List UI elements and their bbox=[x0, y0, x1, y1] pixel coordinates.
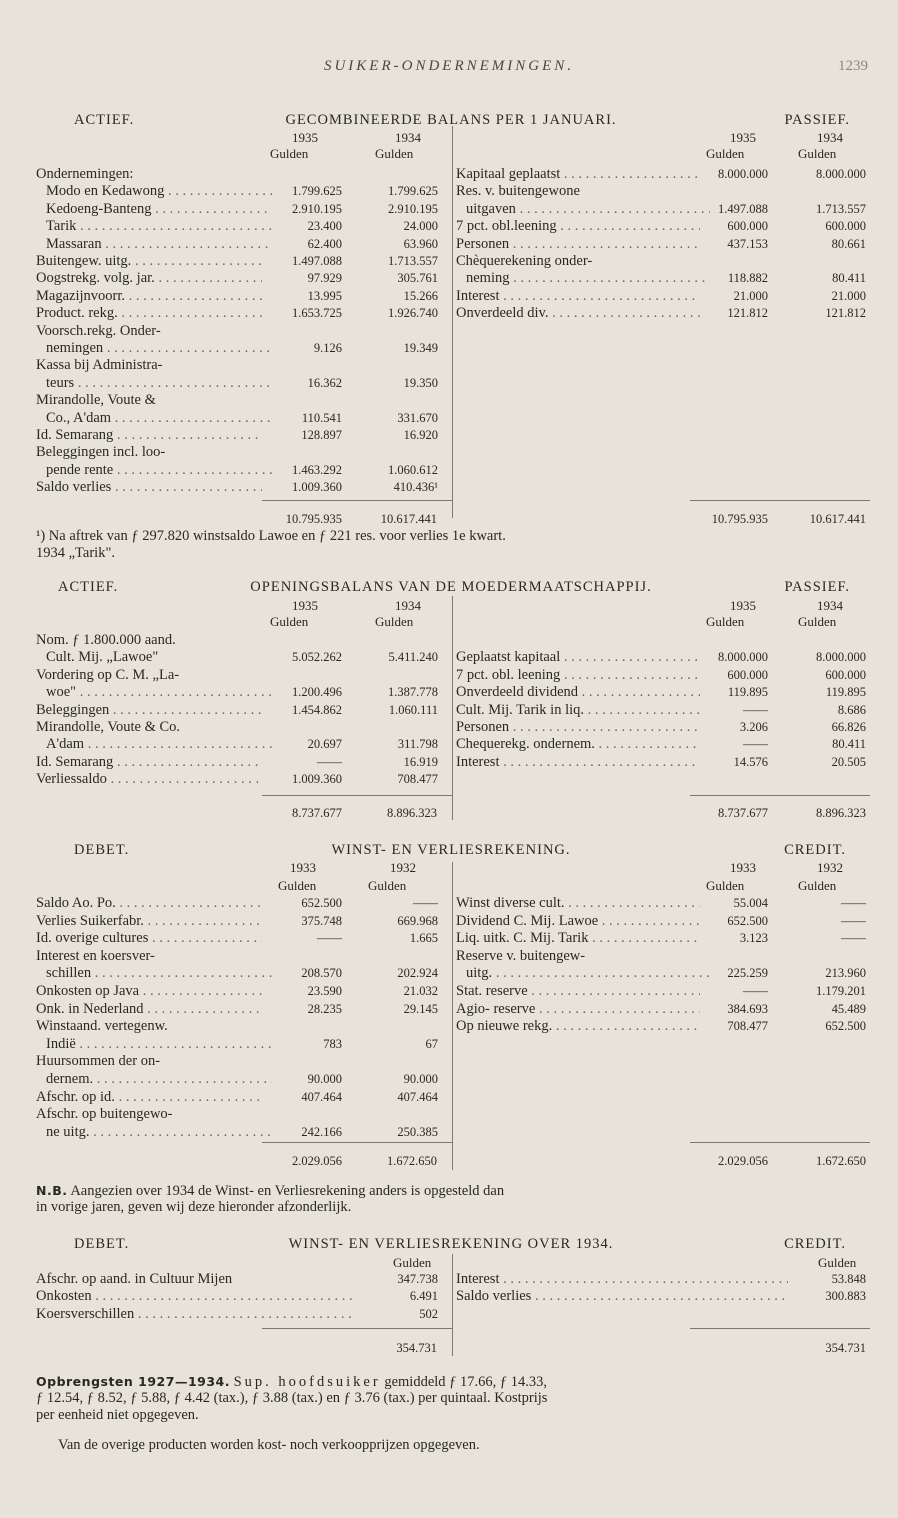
balance1-title-right: PASSIEF. bbox=[784, 112, 850, 128]
balance1-actief-row-label: Kedoeng-Banteng . . . bbox=[36, 200, 272, 218]
balance1-actief-row-value-a: 16.362 bbox=[307, 375, 342, 390]
balance2-unit-b: Gulden bbox=[375, 614, 414, 629]
balance2-passief-row-value-b: 119.895 bbox=[825, 685, 866, 700]
pl1-debet-row-value-a: 375.748 bbox=[301, 913, 342, 928]
balance1-actief-row-value-a: 1.799.625 bbox=[292, 184, 342, 199]
pl2-credit-row-label: Saldo verlies . . . bbox=[456, 1287, 788, 1305]
balance1-actief-row-value-b: 1.926.740 bbox=[388, 306, 438, 321]
pl1-title bbox=[36, 842, 866, 860]
balance1-passief-row-value-a: 118.882 bbox=[727, 271, 768, 286]
pl1-credit-row-label: Liq. uitk. C. Mij. Tarik . . . bbox=[456, 929, 700, 947]
pl1-debet-row-label: Afschr. op buitengewo- bbox=[36, 1106, 173, 1123]
balance1-total-a-right: 10.795.935 bbox=[711, 512, 768, 526]
balance1-actief-row-value-b: 15.266 bbox=[403, 288, 438, 303]
pl1-credit-row-label: Stat. reserve . . . bbox=[456, 982, 700, 1000]
pl1-debet-row-value-b: 202.924 bbox=[397, 966, 438, 981]
balance1-actief-row-value-a: 1.497.088 bbox=[292, 254, 342, 268]
balance1-unit-a: Gulden bbox=[270, 146, 309, 161]
balance2-title-center: OPENINGSBALANS VAN DE MOEDERMAATSCHAPPIJ. bbox=[250, 579, 652, 595]
balance2-passief-row-value-b: 20.505 bbox=[831, 754, 866, 769]
balance1-total-rule-right bbox=[690, 500, 870, 501]
pl1-debet-row-label: Saldo Ao. Po. . . . bbox=[36, 894, 262, 912]
balance2-actief-row-value-a: 1.200.496 bbox=[292, 685, 342, 700]
balance2-passief-row-value-b: 600.000 bbox=[825, 667, 866, 682]
pl1-credit-row-value-b: 45.489 bbox=[831, 1001, 866, 1016]
pl2-debet-row-value-a: 347.738 bbox=[397, 1272, 438, 1286]
balance2-passief-row-value-a: 14.576 bbox=[733, 754, 768, 769]
pl2-title-center: WINST- EN VERLIESREKENING OVER 1934. bbox=[288, 1236, 614, 1252]
pl1-divider bbox=[452, 862, 453, 1170]
balance2-actief-row-label: Verliessaldo . . . bbox=[36, 770, 262, 788]
note-text1: Aangezien over 1934 de Winst- en Verliesrekening anders is opgesteld dan bbox=[70, 1183, 505, 1199]
pl1-debet-row-value-b: 21.032 bbox=[403, 984, 438, 998]
balance1-passief-row-value-a: 437.153 bbox=[727, 236, 768, 251]
balance2-title-right: PASSIEF. bbox=[784, 579, 850, 595]
pl1-debet-row-value-a: 23.590 bbox=[307, 984, 342, 998]
balance2-passief-row-value-b: 8.000.000 bbox=[816, 650, 866, 665]
balance1-actief-row-label: Buitengew. uitg. . . . bbox=[36, 252, 262, 270]
balance1-passief-row-label: uitgaven . . . bbox=[456, 200, 710, 218]
balance2-total-b-right: 8.896.323 bbox=[816, 806, 866, 820]
pl1-debet-row-label: Verlies Suikerfabr. . . . bbox=[36, 912, 262, 930]
balance1-passief-row-label: Personen . . . bbox=[456, 235, 700, 253]
balance2-divider bbox=[452, 596, 453, 820]
balance2-actief-row-value-b: 708.477 bbox=[397, 772, 438, 787]
pl1-debet-row-label: ne uitg. . . . bbox=[36, 1123, 272, 1141]
note-line1 bbox=[36, 1182, 872, 1200]
balance2-actief-row-label: woe" . . . bbox=[36, 683, 272, 701]
pl1-debet-row-value-a: 90.000 bbox=[307, 1072, 342, 1086]
balance1-actief-row-label: Tarik . . . bbox=[36, 217, 272, 235]
balance1-actief-row-value-b: 331.670 bbox=[397, 410, 438, 425]
balance2-total-a-right: 8.737.677 bbox=[718, 806, 768, 820]
balance2-year-a-right: 1935 bbox=[730, 598, 756, 613]
balance2-total-b: 8.896.323 bbox=[387, 806, 437, 820]
pl1-debet-row-value-b: 29.145 bbox=[403, 1001, 438, 1016]
balance1-actief-row-value-b: 24.000 bbox=[403, 219, 438, 234]
pl1-debet-row-value-a: 28.235 bbox=[307, 1001, 342, 1016]
pl1-total-a: 2.029.056 bbox=[292, 1154, 342, 1168]
pl1-credit-row-label: Agio- reserve . . . bbox=[456, 1000, 700, 1018]
balance1-actief-row-value-a: 1.009.360 bbox=[292, 480, 342, 495]
pl1-credit-row-value-b: —— bbox=[841, 913, 866, 928]
balance1-actief-row-value-a: 13.995 bbox=[307, 288, 342, 303]
balance1-actief-row-value-b: 1.799.625 bbox=[388, 184, 438, 199]
balance1-actief-row-label: Massaran . . . bbox=[36, 235, 272, 253]
pl2-debet-row-value-a: 502 bbox=[419, 1306, 438, 1321]
pl2-credit-row-value-a: 53.848 bbox=[831, 1272, 866, 1286]
balance1-footnote-line2: 1934 „Tarik". bbox=[36, 545, 115, 561]
pl1-total-b-right: 1.672.650 bbox=[816, 1154, 866, 1168]
balance1-passief-row-value-b: 21.000 bbox=[831, 288, 866, 303]
balance1-passief-row-value-b: 8.000.000 bbox=[816, 167, 866, 181]
yields-line2: ƒ 12.54, ƒ 8.52, ƒ 5.88, ƒ 4.42 (tax.), ƒ 3.88 (tax.) en ƒ 3.76 (tax.) per quintaal. Kostprijs bbox=[36, 1390, 548, 1406]
balance2-passief-row-value-a: —— bbox=[743, 737, 768, 752]
pl1-debet-row-value-a: 652.500 bbox=[301, 896, 342, 910]
balance1-unit-b: Gulden bbox=[375, 146, 414, 161]
balance2-year-a: 1935 bbox=[292, 598, 318, 613]
pl1-unit-b: Gulden bbox=[368, 878, 407, 893]
balance1-actief-row-label: Beleggingen incl. loo- bbox=[36, 444, 166, 461]
pl1-debet-row-label: Winstaand. vertegenw. bbox=[36, 1018, 168, 1035]
pl2-debet-row-label: Koersverschillen . . . bbox=[36, 1305, 354, 1323]
pl1-debet-row-label: Id. overige cultures . . . bbox=[36, 929, 262, 947]
pl1-debet-row-value-b: 67 bbox=[425, 1036, 438, 1051]
balance2-year-b-right: 1934 bbox=[817, 598, 843, 613]
balance2-total-rule-right bbox=[690, 795, 870, 796]
balance1-unit-a-right: Gulden bbox=[706, 146, 745, 161]
page-number: 1239 bbox=[838, 58, 868, 74]
pl1-year-b-right: 1932 bbox=[817, 860, 843, 875]
pl1-debet-row-value-a: —— bbox=[317, 931, 342, 946]
pl1-year-b: 1932 bbox=[390, 860, 416, 875]
balance1-passief-row-value-b: 80.411 bbox=[832, 271, 866, 286]
balance1-passief-row-value-a: 121.812 bbox=[727, 306, 768, 321]
pl1-total-b: 1.672.650 bbox=[387, 1154, 437, 1168]
balance2-title bbox=[36, 579, 866, 597]
pl1-credit-row-label: Winst diverse cult. . . . bbox=[456, 894, 700, 912]
balance1-title-center: GECOMBINEERDE BALANS PER 1 JANUARI. bbox=[285, 112, 617, 128]
pl1-credit-row-value-a: 225.259 bbox=[727, 966, 768, 981]
pl1-credit-row-value-b: 213.960 bbox=[825, 966, 866, 981]
pl1-unit-a-right: Gulden bbox=[706, 878, 745, 893]
balance2-actief-row-value-b: 16.919 bbox=[403, 754, 438, 769]
pl1-credit-row-label: Op nieuwe rekg. . . . bbox=[456, 1017, 700, 1035]
pl2-unit-left: Gulden bbox=[393, 1255, 432, 1270]
pl1-debet-row-value-b: 407.464 bbox=[397, 1089, 438, 1104]
balance1-footnote-line1: ¹) Na aftrek van ƒ 297.820 winstsaldo Lawoe en ƒ 221 res. voor verlies 1e kwart. bbox=[36, 528, 506, 544]
pl1-title-right: CREDIT. bbox=[784, 842, 846, 858]
balance2-passief-row-label: Cult. Mij. Tarik in liq. . . . bbox=[456, 701, 700, 719]
balance2-actief-row-label: Vordering op C. M. „La- bbox=[36, 666, 180, 683]
balance1-actief-row-value-a: 9.126 bbox=[313, 341, 342, 355]
balance2-actief-row-value-b: 5.411.240 bbox=[388, 650, 438, 665]
balance1-passief-row-label: Chèquerekening onder- bbox=[456, 253, 593, 269]
balance2-actief-row-value-a: —— bbox=[317, 754, 342, 769]
pl2-title-right: CREDIT. bbox=[784, 1236, 846, 1252]
balance2-actief-row-value-b: 311.798 bbox=[397, 737, 438, 752]
balance1-passief-row-label: 7 pct. obl.leening . . . bbox=[456, 217, 700, 235]
balance1-actief-row-label: Oogstrekg. volg. jar. . . . bbox=[36, 269, 262, 287]
pl1-credit-row-value-a: 384.693 bbox=[727, 1001, 768, 1016]
balance2-passief-row-value-a: —— bbox=[743, 702, 768, 717]
balance2-passief-row-value-a: 3.206 bbox=[739, 720, 768, 734]
pl1-debet-row-value-a: 208.570 bbox=[301, 966, 342, 981]
balance2-total-rule-left bbox=[262, 795, 452, 796]
balance1-actief-row-label: Kassa bij Administra- bbox=[36, 357, 163, 374]
balance2-passief-row-value-a: 119.895 bbox=[727, 685, 768, 700]
balance2-passief-row-value-a: 8.000.000 bbox=[718, 650, 768, 665]
balance1-passief-row-value-b: 600.000 bbox=[825, 219, 866, 234]
running-title: SUIKER-ONDERNEMINGEN. bbox=[323, 58, 575, 74]
balance1-passief-row-value-a: 21.000 bbox=[733, 288, 768, 303]
balance1-actief-row-label: nemingen . . . bbox=[36, 339, 272, 357]
balance1-actief-row-value-b: 305.761 bbox=[397, 271, 438, 286]
balance2-passief-row-label: 7 pct. obl. leening . . . bbox=[456, 666, 700, 684]
pl1-credit-row-value-a: —— bbox=[743, 984, 768, 998]
balance2-passief-row-value-b: 80.411 bbox=[832, 737, 866, 752]
note-lead: N.B. bbox=[36, 1183, 68, 1198]
balance1-passief-row-value-b: 80.661 bbox=[831, 236, 866, 251]
balance1-actief-row-value-b: 410.436¹ bbox=[393, 480, 438, 495]
balance2-passief-row-value-a: 600.000 bbox=[727, 667, 768, 682]
pl2-credit-row-label: Interest . . . bbox=[456, 1270, 788, 1288]
balance1-title-left: ACTIEF. bbox=[74, 112, 135, 128]
pl2-title-left: DEBET. bbox=[74, 1236, 130, 1252]
balance2-unit-b-right: Gulden bbox=[798, 614, 837, 629]
balance1-passief-row-label: Kapitaal geplaatst . . . bbox=[456, 165, 700, 183]
pl2-total-rule-left bbox=[262, 1328, 452, 1329]
balance1-actief-row-value-a: 1.463.292 bbox=[292, 462, 342, 477]
pl2-title bbox=[36, 1236, 866, 1254]
pl1-debet-row-value-a: 242.166 bbox=[301, 1124, 342, 1139]
balance1-passief-row-value-b: 1.713.557 bbox=[816, 201, 866, 216]
balance2-passief-row-label: Onverdeeld dividend . . . bbox=[456, 683, 700, 701]
balance1-passief-row-value-b: 121.812 bbox=[825, 306, 866, 321]
balance1-passief-row-label: Interest . . . bbox=[456, 287, 700, 305]
balance1-actief-row-value-b: 19.350 bbox=[403, 375, 438, 390]
pl1-debet-row-label: Afschr. op id. . . . bbox=[36, 1088, 262, 1106]
balance2-actief-row-value-b: 1.060.111 bbox=[388, 702, 438, 717]
pl1-debet-row-value-b: 1.665 bbox=[409, 931, 438, 946]
pl1-debet-row-value-a: 783 bbox=[323, 1036, 342, 1051]
balance2-passief-row-label: Interest . . . bbox=[456, 753, 700, 771]
pl1-credit-row-value-b: —— bbox=[841, 931, 866, 946]
pl1-unit-a: Gulden bbox=[278, 878, 317, 893]
pl1-credit-row-label: Reserve v. buitengew- bbox=[456, 947, 586, 964]
yields-line3: per eenheid niet opgegeven. bbox=[36, 1407, 199, 1423]
balance1-actief-row-value-b: 63.960 bbox=[403, 236, 438, 251]
balance2-unit-a: Gulden bbox=[270, 614, 309, 629]
yields-line1-rest: gemiddeld ƒ 17.66, ƒ 14.33, bbox=[384, 1374, 548, 1390]
pl1-unit-b-right: Gulden bbox=[798, 878, 837, 893]
pl1-total-a-right: 2.029.056 bbox=[718, 1154, 768, 1168]
pl1-credit-row-value-a: 708.477 bbox=[727, 1019, 768, 1034]
closing-sentence: Van de overige producten worden kost- noch verkoopprijzen opgegeven. bbox=[58, 1437, 480, 1453]
balance1-actief-row-value-b: 1.060.612 bbox=[388, 462, 438, 477]
balance2-passief-row-label: Chequerekg. ondernem. . . . bbox=[456, 735, 700, 753]
balance1-total-rule-left bbox=[262, 500, 452, 501]
pl1-credit-row-value-b: 1.179.201 bbox=[816, 984, 866, 998]
balance1-actief-row-label: Voorsch.rekg. Onder- bbox=[36, 322, 161, 339]
balance1-actief-row-label: Magazijnvoorr. . . . bbox=[36, 287, 262, 305]
balance2-passief-row-label: Geplaatst kapitaal . . . bbox=[456, 648, 700, 666]
yields-lead: Opbrengsten 1927—1934. bbox=[36, 1374, 230, 1389]
pl1-debet-row-value-b: 669.968 bbox=[397, 913, 438, 928]
balance1-total-b: 10.617.441 bbox=[380, 512, 437, 526]
balance1-year-b-right: 1934 bbox=[817, 130, 843, 145]
balance2-actief-row-value-a: 20.697 bbox=[307, 737, 342, 752]
balance1-actief-row-label: Co., A'dam . . . bbox=[36, 409, 272, 427]
balance1-actief-row-value-b: 1.713.557 bbox=[388, 254, 438, 268]
pl2-total-left: 354.731 bbox=[396, 1341, 437, 1355]
pl2-credit-row-value-a: 300.883 bbox=[825, 1289, 866, 1304]
balance2-actief-row-label: Cult. Mij. „Lawoe" bbox=[46, 649, 159, 666]
balance1-divider bbox=[452, 126, 453, 518]
balance1-actief-row-value-a: 110.541 bbox=[301, 410, 342, 425]
pl2-total-right: 354.731 bbox=[825, 1341, 866, 1355]
balance1-passief-row-value-a: 8.000.000 bbox=[718, 167, 768, 181]
pl1-year-a-right: 1933 bbox=[730, 860, 756, 875]
pl2-debet-row-label: Onkosten . . . bbox=[36, 1287, 354, 1305]
pl1-credit-row-value-b: —— bbox=[841, 896, 866, 910]
pl1-debet-row-label: Huursommen der on- bbox=[36, 1053, 161, 1070]
balance1-passief-row-label: Res. v. buitengewone bbox=[456, 183, 580, 200]
pl1-debet-row-label: dernem. . . . bbox=[36, 1070, 272, 1088]
balance2-actief-row-value-a: 1.454.862 bbox=[292, 702, 342, 717]
pl2-divider bbox=[452, 1254, 453, 1356]
balance1-actief-row-value-a: 97.929 bbox=[307, 271, 342, 286]
pl2-debet-row-value-a: 6.491 bbox=[409, 1289, 438, 1304]
pl1-debet-row-label: Onkosten op Java . . . bbox=[36, 982, 262, 1000]
pl1-debet-row-label: schillen . . . bbox=[36, 964, 272, 982]
balance1-actief-row-value-a: 128.897 bbox=[301, 428, 342, 442]
balance2-total-a: 8.737.677 bbox=[292, 806, 342, 820]
balance1-actief-row-value-b: 19.349 bbox=[403, 341, 438, 355]
pl1-total-rule-right bbox=[690, 1142, 870, 1143]
pl1-year-a: 1933 bbox=[290, 860, 316, 875]
balance1-actief-row-label: Mirandolle, Voute & bbox=[36, 392, 156, 409]
balance2-actief-row-label: Mirandolle, Voute & Co. bbox=[36, 719, 181, 735]
balance2-actief-row-label: Beleggingen . . . bbox=[36, 701, 262, 719]
balance1-actief-row-label: teurs . . . bbox=[36, 374, 272, 392]
balance1-passief-row-value-a: 600.000 bbox=[727, 219, 768, 234]
balance2-actief-row-value-b: 1.387.778 bbox=[388, 685, 438, 700]
balance1-total-b-right: 10.617.441 bbox=[809, 512, 866, 526]
pl1-debet-row-label: Indië . . . bbox=[36, 1035, 272, 1053]
balance2-passief-row-label: Personen . . . bbox=[456, 718, 700, 736]
balance1-actief-row-value-a: 2.910.195 bbox=[292, 201, 342, 216]
balance2-title-left: ACTIEF. bbox=[58, 579, 119, 595]
pl1-title-left: DEBET. bbox=[74, 842, 130, 858]
balance2-passief-row-value-b: 8.686 bbox=[837, 702, 866, 717]
balance1-title bbox=[36, 112, 866, 130]
balance1-passief-row-label: neming . . . bbox=[456, 269, 710, 287]
balance1-actief-row-label: Ondernemingen: bbox=[36, 166, 134, 182]
pl2-total-rule-right bbox=[690, 1328, 870, 1329]
pl1-total-rule-left bbox=[262, 1142, 452, 1143]
balance1-total-a: 10.795.935 bbox=[285, 512, 342, 526]
balance1-actief-row-label: Product. rekg. . . . bbox=[36, 304, 262, 322]
pl1-credit-row-value-a: 652.500 bbox=[727, 913, 768, 928]
pl1-debet-row-label: Interest en koersver- bbox=[36, 947, 155, 964]
pl2-debet-row-label: Afschr. op aand. in Cultuur Mijen bbox=[36, 1271, 233, 1287]
balance1-actief-row-value-b: 2.910.195 bbox=[388, 201, 438, 216]
pl1-debet-row-value-a: 407.464 bbox=[301, 1089, 342, 1104]
pl1-debet-row-label: Onk. in Nederland . . . bbox=[36, 1000, 262, 1018]
balance1-actief-row-label: pende rente . . . bbox=[36, 461, 272, 479]
note-line2: in vorige jaren, geven wij deze hieronder afzonderlijk. bbox=[36, 1199, 352, 1215]
balance1-actief-row-value-a: 1.653.725 bbox=[292, 306, 342, 321]
pl1-title-center: WINST- EN VERLIESREKENING. bbox=[331, 842, 571, 858]
balance1-year-b: 1934 bbox=[395, 130, 421, 145]
pl2-unit-right: Gulden bbox=[818, 1255, 857, 1270]
balance1-actief-row-value-a: 23.400 bbox=[307, 219, 342, 234]
balance2-year-b: 1934 bbox=[395, 598, 421, 613]
balance2-actief-row-label: Nom. ƒ 1.800.000 aand. bbox=[36, 632, 176, 648]
balance1-actief-row-value-a: 62.400 bbox=[307, 236, 342, 251]
balance2-actief-row-label: A'dam . . . bbox=[36, 735, 272, 753]
balance1-actief-row-label: Saldo verlies . . . bbox=[36, 478, 262, 496]
balance2-actief-row-label: Id. Semarang . . . bbox=[36, 753, 262, 771]
yields-product: Sup. hoofdsuiker bbox=[233, 1374, 381, 1390]
pl1-debet-row-value-b: 90.000 bbox=[403, 1072, 438, 1086]
pl1-debet-row-value-b: 250.385 bbox=[397, 1124, 438, 1139]
balance2-passief-row-value-b: 66.826 bbox=[831, 720, 866, 734]
balance2-actief-row-value-a: 1.009.360 bbox=[292, 772, 342, 787]
yields-line1 bbox=[36, 1373, 872, 1391]
pl1-credit-row-value-b: 652.500 bbox=[825, 1019, 866, 1034]
pl1-debet-row-value-b: —— bbox=[413, 896, 438, 910]
balance1-year-a-right: 1935 bbox=[730, 130, 756, 145]
balance1-unit-b-right: Gulden bbox=[798, 146, 837, 161]
pl1-credit-row-label: Dividend C. Mij. Lawoe . . . bbox=[456, 912, 700, 930]
balance1-year-a: 1935 bbox=[292, 130, 318, 145]
balance1-actief-row-value-b: 16.920 bbox=[403, 428, 438, 442]
pl1-credit-row-value-a: 55.004 bbox=[733, 896, 768, 910]
balance1-passief-row-value-a: 1.497.088 bbox=[718, 201, 768, 216]
balance2-actief-row-value-a: 5.052.262 bbox=[292, 650, 342, 665]
pl1-credit-row-value-a: 3.123 bbox=[739, 931, 768, 946]
balance1-passief-row-label: Onverdeeld div. . . . bbox=[456, 304, 700, 322]
pl1-credit-row-label: uitg. . . . bbox=[456, 964, 710, 982]
balance1-actief-row-label: Id. Semarang . . . bbox=[36, 426, 262, 444]
balance1-actief-row-label: Modo en Kedawong . . . bbox=[36, 182, 272, 200]
balance2-unit-a-right: Gulden bbox=[706, 614, 745, 629]
